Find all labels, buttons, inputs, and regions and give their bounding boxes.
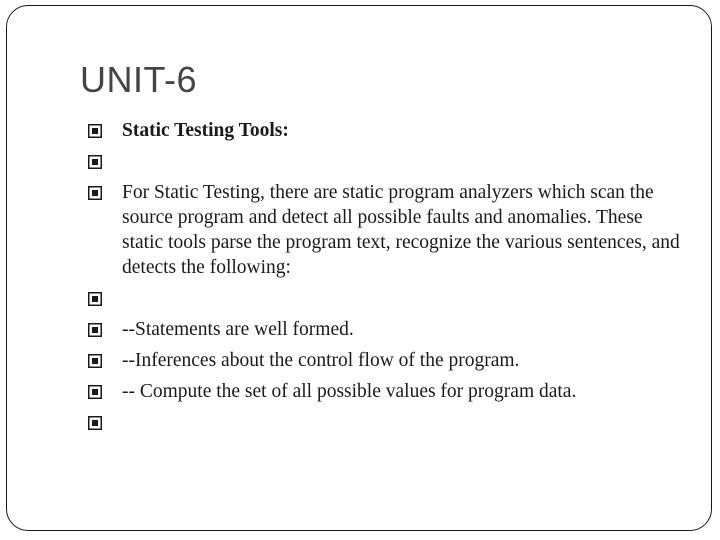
bullet-item [88, 286, 688, 311]
bullet-item [88, 118, 688, 143]
boxed-square-bullet-icon [88, 292, 102, 306]
bullet-item [88, 348, 688, 373]
bullet-item [88, 317, 688, 342]
boxed-square-bullet-icon [88, 155, 102, 169]
bullet-text: For Static Testing, there are static program analyzers which scan the source program and detect all possible faults and anomalies. These static tools parse the program text, recognize the various sentences, and detects the following: [122, 182, 680, 278]
boxed-square-bullet-icon [88, 124, 102, 138]
bullet-text: -- Compute the set of all possible values for program data. [122, 381, 577, 402]
slide-title: UNIT-6 [80, 59, 198, 100]
bullet-text: --Inferences about the control flow of the program. [122, 350, 520, 371]
bullet-item [88, 149, 688, 174]
bullet-item [88, 410, 688, 435]
bullet-text: Static Testing Tools: [122, 120, 289, 141]
boxed-square-bullet-icon [88, 323, 102, 337]
boxed-square-bullet-icon [88, 186, 102, 200]
bullet-list [88, 118, 688, 441]
boxed-square-bullet-icon [88, 416, 102, 430]
bullet-text: --Statements are well formed. [122, 319, 354, 340]
bullet-item [88, 180, 688, 280]
boxed-square-bullet-icon [88, 385, 102, 399]
bullet-item [88, 379, 688, 404]
boxed-square-bullet-icon [88, 354, 102, 368]
